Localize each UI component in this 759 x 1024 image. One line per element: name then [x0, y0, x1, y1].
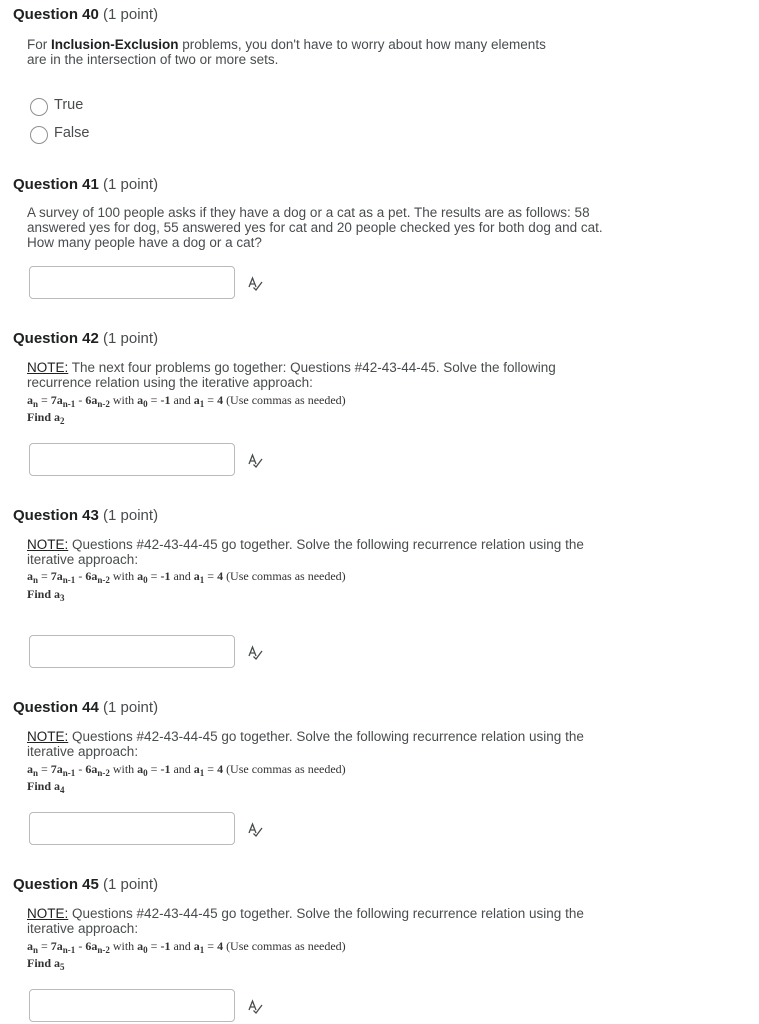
spellcheck-icon[interactable]	[247, 452, 263, 468]
question-44-title: Question 44 (1 point)	[13, 699, 159, 716]
answer-input-q42[interactable]	[29, 443, 235, 476]
recurrence-formula: $a_n = 7a_{n-1} - 6a_{n-2}$ with $a_0 = -1$ and $a_1 = 4$ (Use commas as needed)	[27, 569, 346, 585]
question-45-title: Question 45 (1 point)	[13, 876, 159, 893]
find-label: Find $a_4$	[27, 779, 65, 795]
question-42-title: Question 42 (1 point)	[13, 330, 159, 347]
recurrence-formula: $a_n = 7a_{n-1} - 6a_{n-2}$ with $a_0 = -1$ and $a_1 = 4$ (Use commas as needed)	[27, 762, 346, 778]
find-label: Find $a_5$	[27, 956, 65, 972]
question-43-stem: NOTE: Questions #42-43-44-45 go together. Solve the following recurrence relation using the iterative approach:	[27, 537, 584, 567]
recurrence-formula: $a_n = 7a_{n-1} - 6a_{n-2}$ with $a_0 = -1$ and $a_1 = 4$ (Use commas as needed)	[27, 393, 346, 409]
answer-input-q41[interactable]	[29, 266, 235, 299]
question-43-title: Question 43 (1 point)	[13, 507, 159, 524]
question-45-stem: NOTE: Questions #42-43-44-45 go together. Solve the following recurrence relation using the iterative approach:	[27, 906, 584, 936]
answer-input-q45[interactable]	[29, 989, 235, 1022]
spellcheck-icon[interactable]	[247, 275, 263, 291]
spellcheck-icon[interactable]	[247, 821, 263, 837]
spellcheck-icon[interactable]	[247, 998, 263, 1014]
find-label: Find $a_2$	[27, 410, 65, 426]
question-44-stem: NOTE: Questions #42-43-44-45 go together. Solve the following recurrence relation using the iterative approach:	[27, 729, 584, 759]
spellcheck-icon[interactable]	[247, 644, 263, 660]
question-42-stem: NOTE: The next four problems go together: Questions #42-43-44-45. Solve the following recurrence relation using the iterative approach:	[27, 360, 556, 390]
question-41-stem: A survey of 100 people asks if they have a dog or a cat as a pet. The results are as follows: 58 answered yes for dog, 55 answered yes for cat and 20 people checked yes for both dog and cat. How many people have a dog or a cat?	[27, 205, 603, 250]
answer-input-q44[interactable]	[29, 812, 235, 845]
radio-true-label[interactable]: True	[54, 97, 84, 113]
answer-input-q43[interactable]	[29, 635, 235, 668]
question-40-stem: For Inclusion-Exclusion problems, you don't have to worry about how many elements are in the intersection of two or more sets.	[27, 37, 546, 67]
question-40-title: Question 40 (1 point)	[13, 6, 159, 23]
radio-true[interactable]	[30, 98, 48, 116]
find-label: Find $a_3$	[27, 587, 65, 603]
recurrence-formula: $a_n = 7a_{n-1} - 6a_{n-2}$ with $a_0 = -1$ and $a_1 = 4$ (Use commas as needed)	[27, 939, 346, 955]
question-41-title: Question 41 (1 point)	[13, 176, 159, 193]
radio-false[interactable]	[30, 126, 48, 144]
radio-false-label[interactable]: False	[54, 125, 90, 141]
